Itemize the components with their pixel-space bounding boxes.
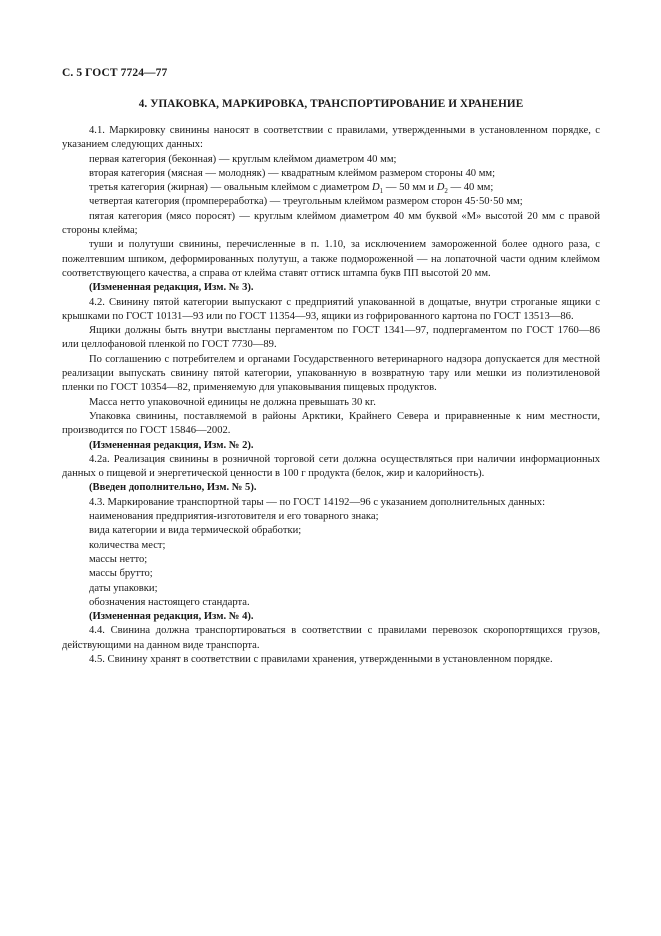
running-header: С. 5 ГОСТ 7724—77 <box>62 67 168 79</box>
list-item-marking: вида категории и вида термической обработки; <box>89 525 302 537</box>
list-item-marking: наименования предприятия-изготовителя и его товарного знака; <box>89 511 379 523</box>
list-item-marking: даты упаковки; <box>89 582 158 594</box>
amendment-note-5: (Введен дополнительно, Изм. № 5). <box>89 482 257 494</box>
paragraph-4-4: 4.4. Свинина должна транспортироваться в соответствии с правилами перевозок скоропортящихся грузов, действующими на данном виде транспорта. <box>62 625 600 651</box>
paragraph-4-2a: 4.2а. Реализация свинины в розничной торговой сети должна осуществляться при наличии информационных данных о пищевой и энергетической ценности в 100 г продукта (белок, жир и калорийность). <box>62 453 600 480</box>
amendment-note-2: (Измененная редакция, Изм. № 2). <box>89 439 254 451</box>
list-item-category-5: пятая категория (мясо поросят) — круглым клеймом диаметром 40 мм буквой «М» высотой 20 мм с правой стороны клейма; <box>62 210 600 237</box>
list-item-marking: обозначения настоящего стандарта. <box>89 596 250 608</box>
paragraph-arctic: Упаковка свинины, поставляемой в районы Арктики, Крайнего Севера и приравненные к ним местности, производится по ГОСТ 15846—2002. <box>62 410 600 437</box>
paragraph-4-5: 4.5. Свинину хранят в соответствии с правилами хранения, утвержденными в установленном порядке. <box>89 653 553 665</box>
paragraph-4-3: 4.3. Маркирование транспортной тары — по ГОСТ 14192—96 с указанием дополнительных данных: <box>89 496 546 508</box>
category-3-text-c: — 40 мм; <box>447 182 494 194</box>
diameter-subscript-1: 1 <box>379 187 384 196</box>
paragraph-net-mass: Масса нетто упаковочной единицы не должна превышать 30 кг. <box>89 396 376 408</box>
list-item-category-2: вторая категория (мясная — молодняк) — квадратным клеймом размером стороны 40 мм; <box>89 167 496 179</box>
list-item-marking: массы нетто; <box>89 553 148 565</box>
paragraph-carcass: туши и полутуши свинины, перечисленные в п. 1.10, за исключением замороженной более одного раза, с пожелтевшим шпиком, деформированных полутуш, а также подмороженной — на лопаточной части одним клеймом соответствующего качества, а справа от клейма ставят оттиск штампа букв ПП высотой 20 мм. <box>62 239 600 279</box>
section-title: 4. УПАКОВКА, МАРКИРОВКА, ТРАНСПОРТИРОВАНИЕ И ХРАНЕНИЕ <box>138 98 524 110</box>
paragraph-agreement: По соглашению с потребителем и органами Государственного ветеринарного надзора допускается для местной реализации выпускать свинину пятой категории, упакованную в возвратную тару или мешки из полиэтиленовой пленки по ГОСТ 10354—82, применяемую для упаковывания пищевых продуктов. <box>62 353 600 394</box>
amendment-note-3: (Измененная редакция, Изм. № 3). <box>89 282 254 294</box>
category-3-text-a: третья категория (жирная) — овальным клеймом с диаметром <box>89 182 373 194</box>
paragraph-boxes-lining: Ящики должны быть внутри выстланы пергаментом по ГОСТ 1341—97, подпергаментом по ГОСТ 1760—86 или целлофановой пленкой по ГОСТ 7730—89. <box>62 325 600 351</box>
amendment-note-4: (Измененная редакция, Изм. № 4). <box>89 611 254 623</box>
list-item-marking: массы брутто; <box>89 568 153 580</box>
diameter-symbol-2: D <box>436 182 445 194</box>
document-body <box>62 124 600 667</box>
diameter-symbol-1: D <box>372 182 380 194</box>
diameter-subscript-2: 2 <box>444 187 448 196</box>
list-item-category-4: четвертая категория (промпереработка) — треугольным клеймом размером сторон 45·50·50 мм; <box>89 196 523 208</box>
list-item-category-3 <box>62 181 600 195</box>
paragraph-4-2: 4.2. Свинину пятой категории выпускают с предприятий упакованной в дощатые, внутри строганые ящики с крышками по ГОСТ 10131—93 или по ГОСТ 11354—93, ящики из гофрированного картона по ГОСТ 13513—86. <box>62 296 600 322</box>
list-item-marking: количества мест; <box>89 539 166 551</box>
list-item-category-1: первая категория (беконная) — круглым клеймом диаметром 40 мм; <box>89 153 397 165</box>
paragraph-4-1: 4.1. Маркировку свинины наносят в соответствии с правилами, утвержденными в установленном порядке, с указанием следующих данных: <box>62 125 600 151</box>
category-3-text-b: — 50 мм и <box>383 182 437 194</box>
